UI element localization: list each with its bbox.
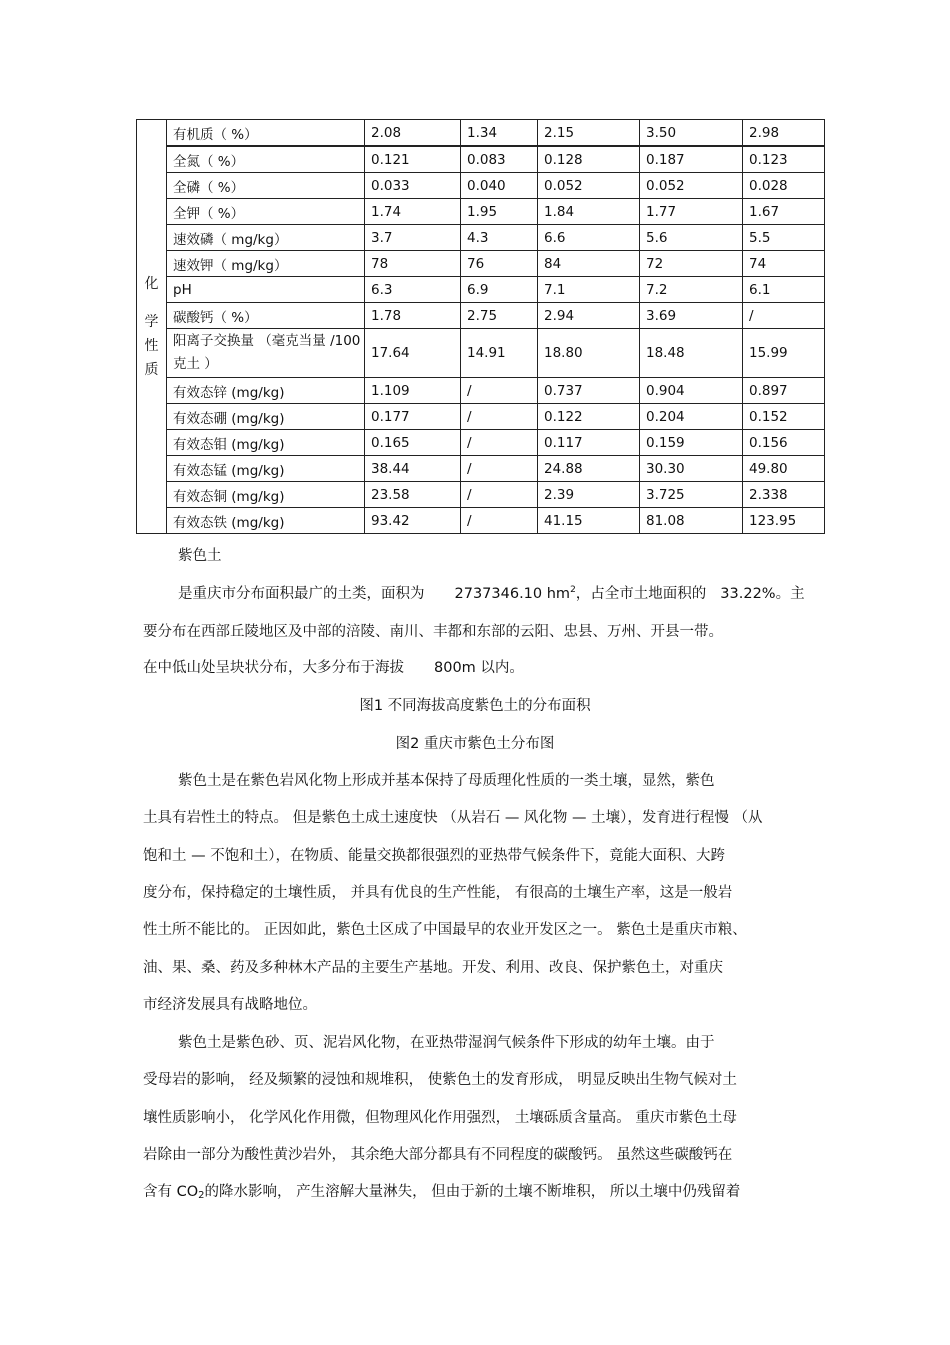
- paragraph-2-line-6: 油、果、桑、药及多种林木产品的主要生产基地。开发、利用、改良、保护紫色土，对重庆: [143, 960, 723, 976]
- table-cell: 1.67: [743, 199, 825, 225]
- category-char: 质: [144, 361, 159, 378]
- row-label: 速效钾（ mg/kg）: [167, 251, 365, 277]
- table-cell: 1.84: [538, 199, 640, 225]
- table-cell: 0.128: [538, 146, 640, 173]
- table-cell: 24.88: [538, 456, 640, 482]
- category-char: 化: [144, 275, 159, 292]
- table-cell: 38.44: [365, 456, 461, 482]
- table-cell: 0.159: [640, 430, 743, 456]
- paragraph-2-line-7: 市经济发展具有战略地位。: [143, 997, 317, 1013]
- table-cell: 0.165: [365, 430, 461, 456]
- row-label: 有效态硼 (mg/kg): [167, 404, 365, 430]
- section-heading: 紫色土: [178, 548, 222, 564]
- table-cell: 3.69: [640, 303, 743, 329]
- table-row: [137, 508, 825, 534]
- table-row: [137, 277, 825, 303]
- table-cell: 1.77: [640, 199, 743, 225]
- paragraph-3-line-3: 壤性质影响小， 化学风化作用微，但物理风化作用强烈， 土壤砾质含量高。 重庆市紫色土母: [143, 1110, 737, 1126]
- row-label: 碳酸钙（ %）: [167, 303, 365, 329]
- row-label: 有效态钼 (mg/kg): [167, 430, 365, 456]
- category-char: 性: [144, 337, 159, 354]
- paragraph-3-line-1: 紫色土是紫色砂、页、泥岩风化物，在亚热带湿润气候条件下形成的幼年土壤。由于: [178, 1035, 715, 1051]
- category-char: 学: [144, 313, 159, 330]
- paragraph-2-line-4: 度分布，保持稳定的土壤性质， 并具有优良的生产性能， 有很高的土壤生产率，这是一般岩: [143, 885, 733, 901]
- table-row: [137, 199, 825, 225]
- row-label: 有效态铁 (mg/kg): [167, 508, 365, 534]
- row-label: 全磷（ %）: [167, 173, 365, 199]
- table-row: [137, 404, 825, 430]
- category-cell: [137, 120, 167, 534]
- table-cell: 0.156: [743, 430, 825, 456]
- row-label: 速效磷（ mg/kg）: [167, 225, 365, 251]
- table-row: [137, 251, 825, 277]
- table-cell: 0.033: [365, 173, 461, 199]
- table-cell: 0.152: [743, 404, 825, 430]
- table-cell: 72: [640, 251, 743, 277]
- table-cell: 3.7: [365, 225, 461, 251]
- table-cell: 2.15: [538, 120, 640, 147]
- table-row: [137, 225, 825, 251]
- table-cell: 2.338: [743, 482, 825, 508]
- table-cell: 0.737: [538, 378, 640, 404]
- table-row: [137, 456, 825, 482]
- table-cell: 84: [538, 251, 640, 277]
- table-cell: /: [461, 482, 538, 508]
- table-cell: /: [461, 430, 538, 456]
- table-cell: 0.052: [640, 173, 743, 199]
- table-cell: /: [461, 378, 538, 404]
- row-label: 阳离子交换量 （毫克当量 /100克土 ）: [167, 329, 365, 378]
- table-cell: 0.040: [461, 173, 538, 199]
- table-cell: 6.3: [365, 277, 461, 303]
- table-row: [137, 303, 825, 329]
- table-cell: 30.30: [640, 456, 743, 482]
- paragraph-2-line-5: 性土所不能比的。 正因如此，紫色土区成了中国最早的农业开发区之一。 紫色土是重庆市粮、: [143, 922, 747, 938]
- table-cell: 0.904: [640, 378, 743, 404]
- table-cell: 7.1: [538, 277, 640, 303]
- table-row: [137, 482, 825, 508]
- table-cell: 1.34: [461, 120, 538, 147]
- table-cell: 18.48: [640, 329, 743, 378]
- table-cell: 0.052: [538, 173, 640, 199]
- table-cell: 78: [365, 251, 461, 277]
- table-cell: 7.2: [640, 277, 743, 303]
- paragraph-2-line-1: 紫色土是在紫色岩风化物上形成并基本保持了母质理化性质的一类土壤，显然，紫色: [178, 773, 715, 789]
- paragraph-3-line-2: 受母岩的影响， 经及频繁的浸蚀和规堆积， 使紫色土的发育形成， 明显反映出生物气候对土: [143, 1072, 737, 1088]
- paragraph-1-line-3: 在中低山处呈块状分布，大多分布于海拔 800m 以内。: [143, 660, 524, 676]
- table-cell: 2.39: [538, 482, 640, 508]
- table-cell: 2.94: [538, 303, 640, 329]
- table-cell: 6.6: [538, 225, 640, 251]
- table-row: [137, 378, 825, 404]
- table-cell: 5.5: [743, 225, 825, 251]
- paragraph-1-line-2: 要分布在西部丘陵地区及中部的涪陵、南川、丰都和东部的云阳、忠县、万州、开县一带。: [143, 624, 723, 640]
- chemical-properties-table: [136, 119, 825, 534]
- table-row: [137, 430, 825, 456]
- table-cell: 5.6: [640, 225, 743, 251]
- table-cell: 1.74: [365, 199, 461, 225]
- table-cell: 81.08: [640, 508, 743, 534]
- table-cell: /: [461, 404, 538, 430]
- row-label: pH: [167, 277, 365, 303]
- row-label: 有效态锰 (mg/kg): [167, 456, 365, 482]
- table-cell: 93.42: [365, 508, 461, 534]
- paragraph-3-line-5: 含有 $CO_2$的降水影响， 产生溶解大量淋失， 但由于新的土壤不断堆积， 所以土壤中仍残留着: [143, 1184, 741, 1201]
- table-cell: 0.123: [743, 146, 825, 173]
- table-cell: 17.64: [365, 329, 461, 378]
- table-row: [137, 173, 825, 199]
- paragraph-2-line-3: 饱和土 — 不饱和土），在物质、能量交换都很强烈的亚热带气候条件下，竟能大面积、大跨: [143, 848, 725, 864]
- row-label: 有机质（ %）: [167, 120, 365, 147]
- table-cell: 2.08: [365, 120, 461, 147]
- table-cell: /: [461, 456, 538, 482]
- table-cell: 6.9: [461, 277, 538, 303]
- table-cell: /: [743, 303, 825, 329]
- table-cell: 1.78: [365, 303, 461, 329]
- paragraph-2-line-2: 土具有岩性土的特点。 但是紫色土成土速度快 （从岩石 — 风化物 — 土壤），发育进行程慢 （从: [143, 810, 763, 826]
- table-cell: 0.121: [365, 146, 461, 173]
- table-cell: 18.80: [538, 329, 640, 378]
- table-cell: 6.1: [743, 277, 825, 303]
- row-label: 全钾（ %）: [167, 199, 365, 225]
- figure-1-caption: 图1 不同海拔高度紫色土的分布面积: [359, 698, 591, 714]
- paragraph-1-line-1: 是重庆市分布面积最广的土类，面积为 2737346.10 $hm^2$，占全市土地面积的 33.22%。主: [178, 585, 805, 602]
- table-cell: 0.177: [365, 404, 461, 430]
- table-cell: 4.3: [461, 225, 538, 251]
- table-cell: 0.028: [743, 173, 825, 199]
- row-label: 全氮（ %）: [167, 146, 365, 173]
- table-cell: 0.083: [461, 146, 538, 173]
- table-cell: 3.50: [640, 120, 743, 147]
- row-label: 有效态锌 (mg/kg): [167, 378, 365, 404]
- table-cell: 2.98: [743, 120, 825, 147]
- table-cell: 0.122: [538, 404, 640, 430]
- table-cell: 41.15: [538, 508, 640, 534]
- table-row: [137, 120, 825, 147]
- table-cell: 0.187: [640, 146, 743, 173]
- table-cell: 15.99: [743, 329, 825, 378]
- table-cell: 0.897: [743, 378, 825, 404]
- table-cell: 2.75: [461, 303, 538, 329]
- table-cell: 0.117: [538, 430, 640, 456]
- row-label: 有效态铜 (mg/kg): [167, 482, 365, 508]
- paragraph-3-line-4: 岩除由一部分为酸性黄沙岩外， 其余绝大部分都具有不同程度的碳酸钙。 虽然这些碳酸钙在: [143, 1147, 733, 1163]
- table-cell: 76: [461, 251, 538, 277]
- table-cell: 49.80: [743, 456, 825, 482]
- table-row: [137, 146, 825, 173]
- table-cell: 123.95: [743, 508, 825, 534]
- table-cell: 0.204: [640, 404, 743, 430]
- table-cell: 23.58: [365, 482, 461, 508]
- table-cell: 74: [743, 251, 825, 277]
- table-cell: 1.109: [365, 378, 461, 404]
- table-cell: /: [461, 508, 538, 534]
- table-row: [137, 329, 825, 378]
- figure-2-caption: 图2 重庆市紫色土分布图: [395, 736, 555, 752]
- table-cell: 3.725: [640, 482, 743, 508]
- table-cell: 14.91: [461, 329, 538, 378]
- table-cell: 1.95: [461, 199, 538, 225]
